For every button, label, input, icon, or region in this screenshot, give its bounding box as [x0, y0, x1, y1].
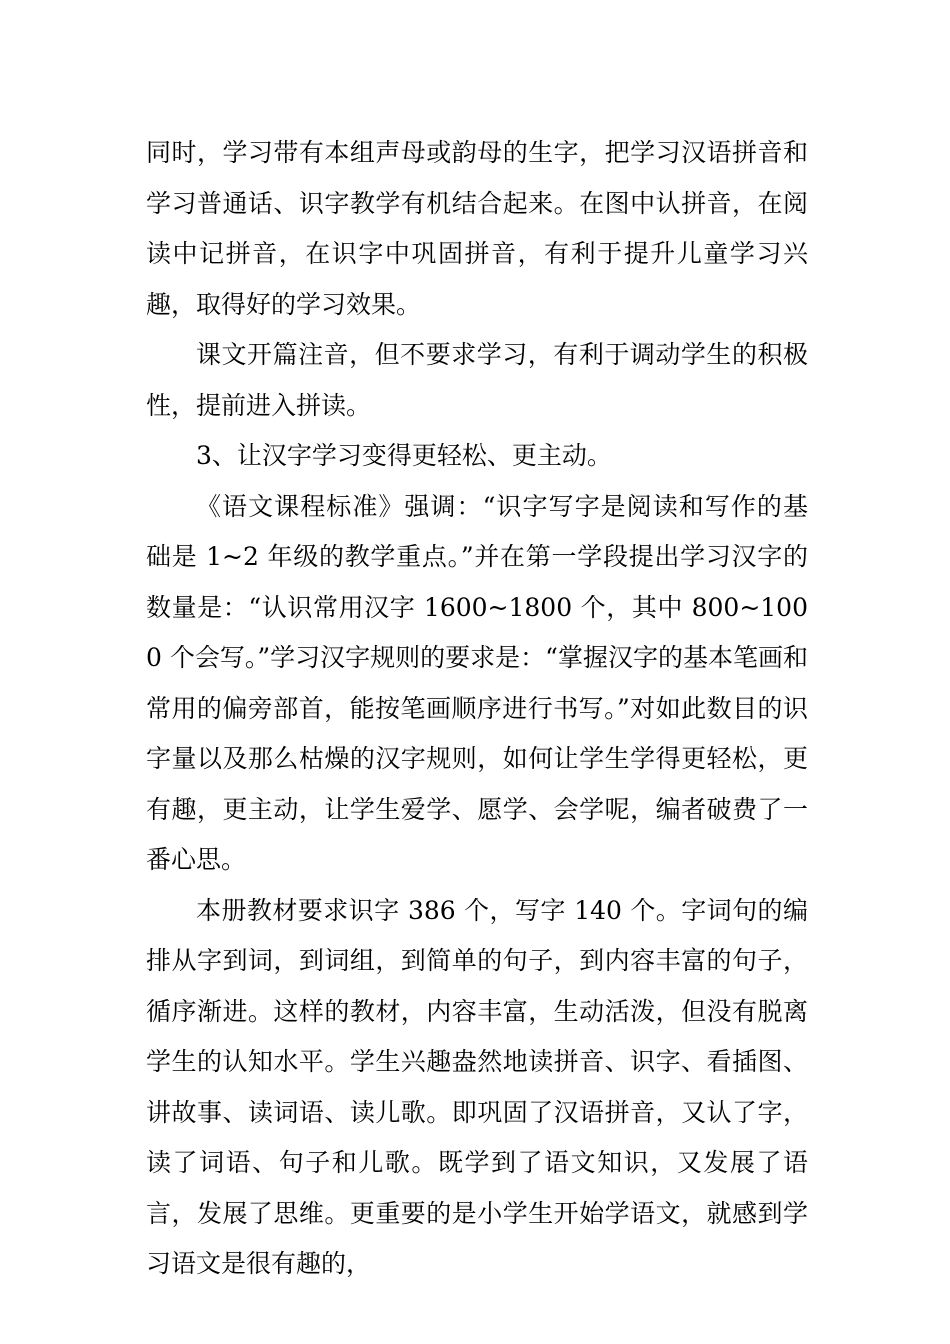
section-heading: 3、让汉字学习变得更轻松、更主动。: [196, 441, 612, 470]
document-body: [146, 128, 808, 1290]
paragraph-textbook-requirements: 本册教材要求识字 386 个，写字 140 个。字词句的编排从字到词，到词组，到简单的句子，到内容丰富的句子，循序渐进。这样的教材，内容丰富，生动活泼，但没有脱离学生的认知水平。学生兴趣盎然地读拼音、识字、看插图、讲故事、读词语、读儿歌。即巩固了汉语拼音，又认了字，读了词语、句子和儿歌。既学到了语文知识，又发展了语言，发展了思维。更重要的是小学生开始学语文，就感到学习语文是很有趣的，: [146, 895, 808, 1278]
paragraph-annotation: 课文开篇注音，但不要求学习，有利于调动学生的积极性，提前进入拼读。: [146, 340, 808, 420]
paragraph-curriculum-standard: 《语文课程标准》强调：“识字写字是阅读和写作的基础是 1~2 年级的教学重点。”并在第一学段提出学习汉字的数量是：“认识常用汉字 1600~1800 个，其中 800~1000 个会写。”学习汉字规则的要求是：“掌握汉字的基本笔画和常用的偏旁部首，能按笔画顺序进行书写。”对如此数目的识字量以及那么枯燥的汉字规则，如何让学生学得更轻松，更有趣，更主动，让学生爱学、愿学、会学呢，编者破费了一番心思。: [146, 491, 808, 874]
paragraph-continuation: 同时，学习带有本组声母或韵母的生字，把学习汉语拼音和学习普通话、识字教学有机结合起来。在图中认拼音，在阅读中记拼音，在识字中巩固拼音，有利于提升儿童学习兴趣，取得好的学习效果。: [146, 138, 808, 319]
